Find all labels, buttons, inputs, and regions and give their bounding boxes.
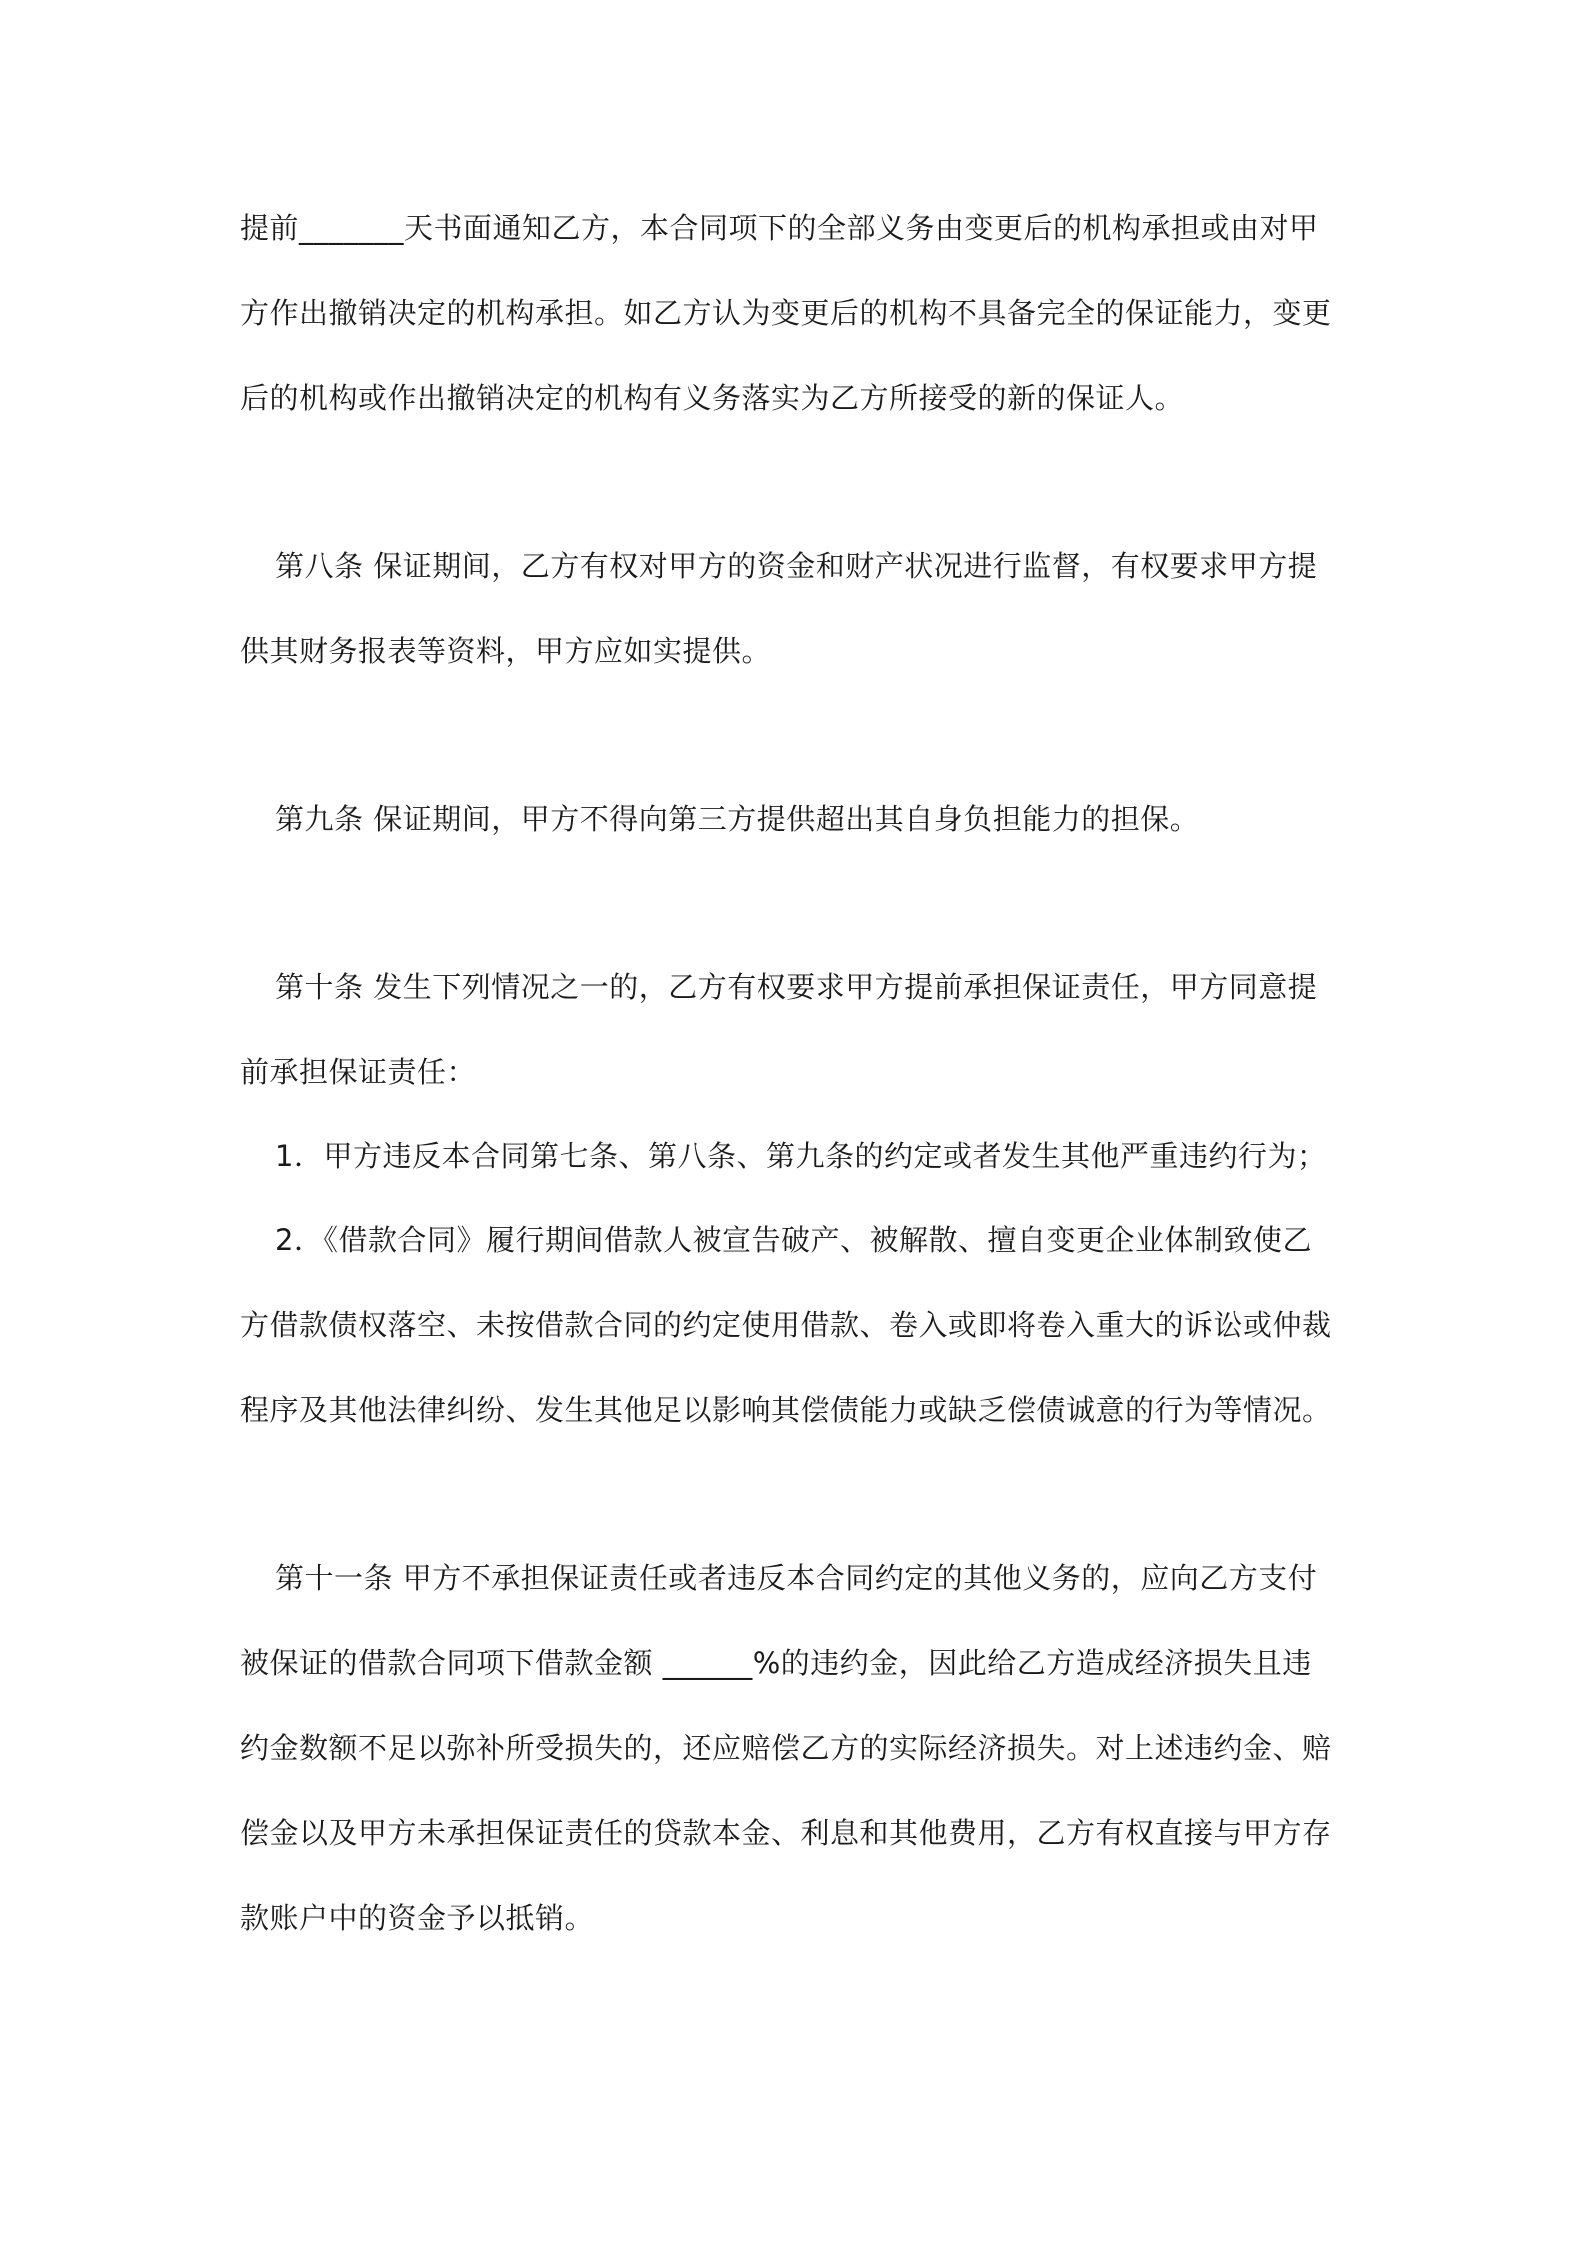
p7-line-1: 提前_______天书面通知乙方，本合同项下的全部义务由变更后的机构承担或由对甲 — [240, 211, 1319, 245]
article-8-line-2: 供其财务报表等资料，甲方应如实提供。 — [240, 634, 772, 668]
article-11-line-4: 偿金以及甲方未承担保证责任的贷款本金、利息和其他费用，乙方有权直接与甲方存 — [240, 1816, 1332, 1850]
article-11-line-1: 第十一条 甲方不承担保证责任或者违反本合同约定的其他义务的，应向乙方支付 — [275, 1561, 1318, 1595]
article-11-line-5: 款账户中的资金予以抵销。 — [240, 1901, 595, 1935]
article-10-item-2-line-3: 程序及其他法律纠纷、发生其他足以影响其偿债能力或缺乏偿债诚意的行为等情况。 — [240, 1393, 1332, 1427]
article-8-line-1: 第八条 保证期间，乙方有权对甲方的资金和财产状况进行监督，有权要求甲方提 — [275, 549, 1318, 583]
article-11-line-3: 约金数额不足以弥补所受损失的，还应赔偿乙方的实际经济损失。对上述违约金、赔 — [240, 1731, 1332, 1765]
p7-line-2: 方作出撤销决定的机构承担。如乙方认为变更后的机构不具备完全的保证能力，变更 — [240, 296, 1332, 330]
article-10-item-2-line-2: 方借款债权落空、未按借款合同的约定使用借款、卷入或即将卷入重大的诉讼或仲裁 — [240, 1308, 1332, 1342]
p7-line-3: 后的机构或作出撤销决定的机构有义务落实为乙方所接受的新的保证人。 — [240, 381, 1185, 415]
article-11-line-2: 被保证的借款合同项下借款金额 ______%的违约金，因此给乙方造成经济损失且违 — [240, 1646, 1312, 1680]
article-10-line-1: 第十条 发生下列情况之一的，乙方有权要求甲方提前承担保证责任，甲方同意提 — [275, 970, 1318, 1004]
article-9-line-1: 第九条 保证期间，甲方不得向第三方提供超出其自身负担能力的担保。 — [275, 802, 1200, 836]
article-10-item-2-line-1: 2．《借款合同》履行期间借款人被宣告破产、被解散、擅自变更企业体制致使乙 — [275, 1223, 1312, 1257]
article-10-line-2: 前承担保证责任： — [240, 1055, 477, 1089]
article-10-item-1: 1．甲方违反本合同第七条、第八条、第九条的约定或者发生其他严重违约行为； — [275, 1139, 1327, 1173]
